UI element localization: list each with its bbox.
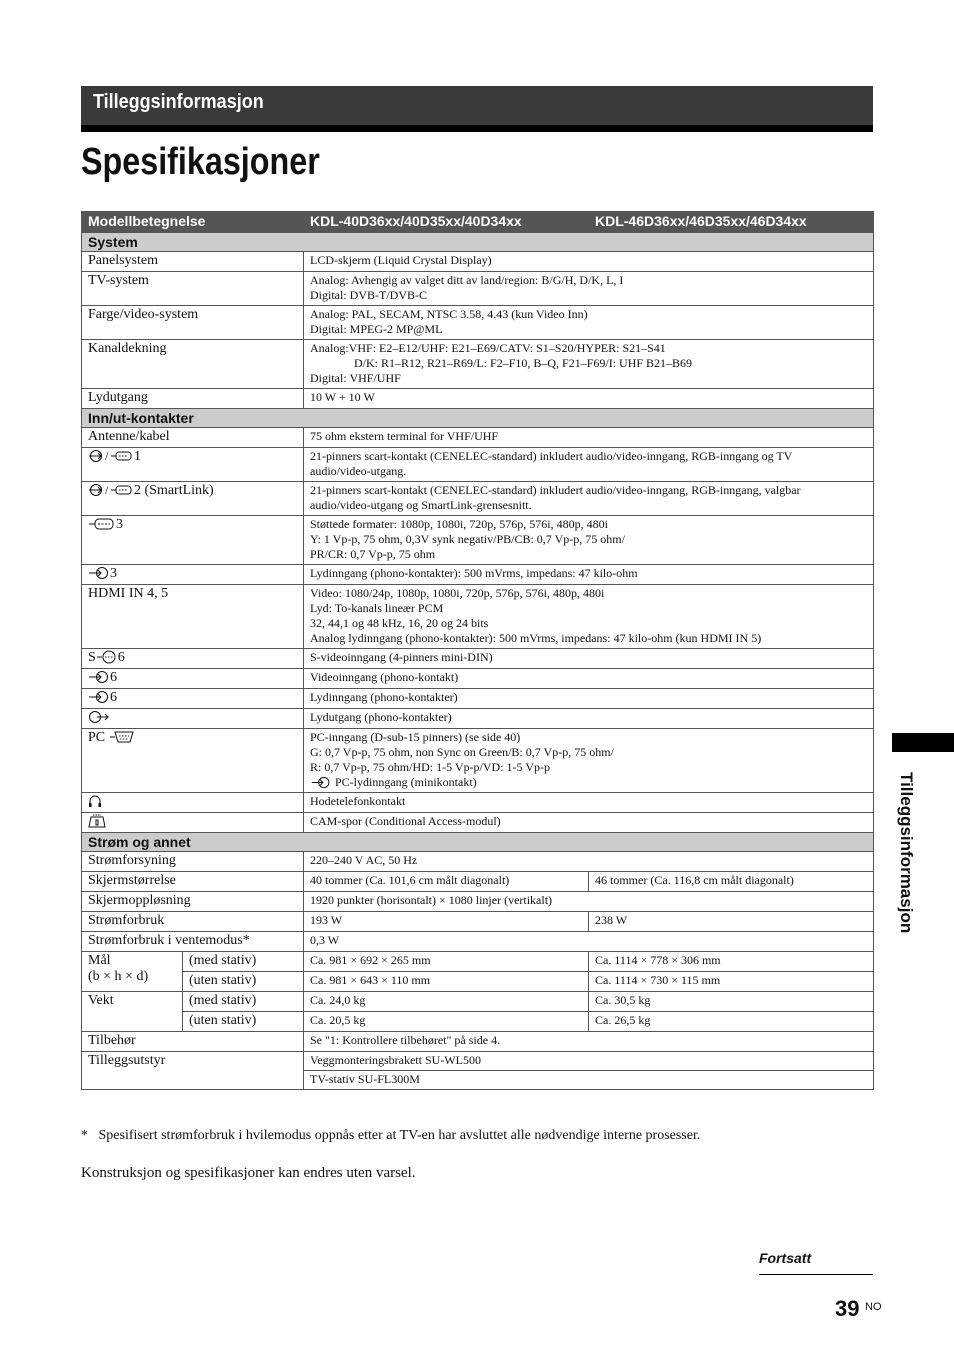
table-row [82,482,874,516]
row-label: Tilleggsutstyr [82,1052,304,1090]
row-value: Ca. 24,0 kg [304,992,589,1012]
scart-input-output-icon [88,483,134,497]
row-value: Ca. 981 × 643 × 110 mm [304,972,589,992]
row-label: 6 [82,689,304,709]
row-label [82,709,304,729]
audio-output-icon [88,710,110,724]
row-label [82,813,304,833]
header-model: Modellbetegnelse [82,212,304,233]
table-row [82,813,874,833]
pc-input-icon [109,730,135,744]
page-language: NO [865,1301,882,1313]
row-label: Antenne/kabel [82,428,304,448]
row-value: Ca. 1114 × 778 × 306 mm [589,952,874,972]
table-row [82,1032,874,1052]
row-sublabel: (med stativ) [183,952,304,972]
row-value: Lydutgang (phono-kontakter) [304,709,874,729]
table-header-row [82,212,874,233]
row-label: TV-system [82,272,304,306]
row-label: S 6 [82,649,304,669]
row-value: Veggmonteringsbrakett SU-WL500 [304,1052,874,1071]
table-row [82,1012,874,1032]
scart-input-output-icon [88,449,134,463]
spec-table [81,211,874,1090]
row-value: Hodetelefonkontakt [304,793,874,813]
table-row [82,252,874,272]
row-value: 220–240 V AC, 50 Hz [304,852,874,872]
row-label: Mål (b × h × d) [82,952,183,992]
row-value: Ca. 26,5 kg [589,1012,874,1032]
table-row [82,272,874,306]
row-label: Lydutgang [82,389,304,409]
svg-text:/: / [105,483,109,497]
table-row [82,689,874,709]
row-value: Analog: PAL, SECAM, NTSC 3.58, 4.43 (kun Video Inn) Digital: MPEG-2 MP@ML [304,306,874,340]
row-value: 46 tommer (Ca. 116,8 cm målt diagonalt) [589,872,874,892]
headphone-icon [88,794,102,808]
section-banner [81,86,873,125]
table-row [82,852,874,872]
row-value: 21-pinners scart-kontakt (CENELEC-standard) inkludert audio/video-inngang, RGB-inngang, valgbar audio/video-utgang og SmartLink-grensesnitt. [304,482,874,516]
table-row [82,585,874,649]
row-label: Strømforsyning [82,852,304,872]
row-value: 10 W + 10 W [304,389,874,409]
row-label: / 2 (SmartLink) [82,482,304,516]
row-label: Vekt [82,992,183,1032]
row-sublabel: (med stativ) [183,992,304,1012]
table-row [82,972,874,992]
footnote-mark: * [81,1128,88,1143]
row-value: 40 tommer (Ca. 101,6 cm målt diagonalt) [304,872,589,892]
table-row [82,516,874,565]
row-value: 1920 punkter (horisontalt) × 1080 linjer (vertikalt) [304,892,874,912]
row-value: CAM-spor (Conditional Access-modul) [304,813,874,833]
table-row [82,729,874,793]
section-row-system: System [82,233,874,252]
row-value: Lydinngang (phono-kontakter): 500 mVrms, impedans: 47 kilo-ohm [304,565,874,585]
table-row [82,892,874,912]
section-row-io: Inn/ut-kontakter [82,409,874,428]
continued-label: Fortsatt [759,1250,812,1266]
table-row [82,565,874,585]
row-value: S-videoinngang (4-pinners mini-DIN) [304,649,874,669]
table-row [82,428,874,448]
table-row [82,912,874,932]
table-row [82,952,874,972]
table-row [82,649,874,669]
audio-input-icon [88,566,110,580]
row-value: PC-inngang (D-sub-15 pinners) (se side 40) G: 0,7 Vp-p, 75 ohm, non Sync on Green/B: 0,7 Vp-p, 75 ohm/ R: 0,7 Vp-p, 75 ohm/HD: 1-5 Vp-p/VD: 1-5 Vp-p PC-lydinngang (minikontakt) [304,729,874,793]
row-label: Strømforbruk i ventemodus* [82,932,304,952]
row-value: Analog: Avhengig av valget ditt av land/region: B/G/H, D/K, L, I Digital: DVB-T/DVB-C [304,272,874,306]
row-label: PC [82,729,304,793]
component-input-icon [88,517,116,531]
section-banner-title: Tilleggsinformasjon [93,91,264,113]
table-row [82,448,874,482]
header-kdl46: KDL-46D36xx/46D35xx/46D34xx [589,212,874,233]
table-row [82,793,874,813]
row-label: Strømforbruk [82,912,304,932]
row-label: Skjermstørrelse [82,872,304,892]
footnote-text: Spesifisert strømforbruk i hvilemodus oppnås etter at TV-en har avsluttet alle nødvendige interne prosesser. [98,1128,701,1143]
row-value: Analog:VHF: E2–E12/UHF: E21–E69/CATV: S1–S20/HYPER: S21–S41 D/K: R1–R12, R21–R69/L: F2–F10, B–Q, F21–F69/I: UHF B21–B69 Digital: VHF/UHF [304,340,874,389]
row-value: TV-stativ SU-FL300M [304,1071,874,1090]
row-value: LCD-skjerm (Liquid Crystal Display) [304,252,874,272]
video-input-icon [88,670,110,684]
page-title: Spesifikasjoner [81,141,320,183]
row-value: Videoinngang (phono-kontakt) [304,669,874,689]
side-tab [894,772,918,942]
table-row [82,709,874,729]
row-label: Kanaldekning [82,340,304,389]
table-row [82,669,874,689]
row-value: Video: 1080/24p, 1080p, 1080i, 720p, 576p, 576i, 480p, 480i Lyd: To-kanals lineær PCM 32, 44,1 og 48 kHz, 16, 20 og 24 bits Analog lydinngang (phono-kontakter): 500 mVrms, impedans: 47 kilo-ohm (kun HDMI IN 5) [304,585,874,649]
cam-slot-icon [88,814,106,828]
row-label [82,793,304,813]
row-label: HDMI IN 4, 5 [82,585,304,649]
side-tab-marker [892,733,954,752]
continued-rule [759,1274,873,1275]
row-value: 0,3 W [304,932,874,952]
row-sublabel: (uten stativ) [183,972,304,992]
row-value: Se "1: Kontrollere tilbehøret" på side 4. [304,1032,874,1052]
footnote [81,1128,700,1144]
table-row [82,932,874,952]
s-video-input-icon [96,650,118,664]
table-row [82,340,874,389]
table-row [82,992,874,1012]
row-label: Farge/video-system [82,306,304,340]
svg-text:/: / [105,449,109,463]
table-row [82,306,874,340]
row-value: 238 W [589,912,874,932]
row-value: 193 W [304,912,589,932]
row-value: Ca. 30,5 kg [589,992,874,1012]
header-kdl40: KDL-40D36xx/40D35xx/40D34xx [304,212,589,233]
audio-input-icon [310,776,332,789]
spec-note: Konstruksjon og spesifikasjoner kan endres uten varsel. [81,1165,416,1181]
row-label: Panelsystem [82,252,304,272]
row-value: Lydinngang (phono-kontakter) [304,689,874,709]
table-row [82,389,874,409]
row-value: Ca. 981 × 692 × 265 mm [304,952,589,972]
section-row-power: Strøm og annet [82,833,874,852]
banner-rule [81,125,873,132]
row-label: 3 [82,516,304,565]
row-value: 21-pinners scart-kontakt (CENELEC-standard) inkludert audio/video-inngang, RGB-inngang og TV audio/video-utgang. [304,448,874,482]
row-value: 75 ohm ekstern terminal for VHF/UHF [304,428,874,448]
row-label: Skjermoppløsning [82,892,304,912]
audio-input-icon [88,690,110,704]
row-value: Ca. 20,5 kg [304,1012,589,1032]
table-row [82,1052,874,1071]
page-number: 39 [835,1296,860,1321]
row-label: Tilbehør [82,1032,304,1052]
row-label: / 1 [82,448,304,482]
table-row [82,872,874,892]
row-sublabel: (uten stativ) [183,1012,304,1032]
row-value: Støttede formater: 1080p, 1080i, 720p, 576p, 576i, 480p, 480i Y: 1 Vp-p, 75 ohm, 0,3V synk negativ/PB/CB: 0,7 Vp-p, 75 ohm/ PR/CR: 0,7 Vp-p, 75 ohm [304,516,874,565]
side-tab-label: Tilleggsinformasjon [897,772,916,934]
row-value: Ca. 1114 × 730 × 115 mm [589,972,874,992]
row-label: 6 [82,669,304,689]
row-label: 3 [82,565,304,585]
